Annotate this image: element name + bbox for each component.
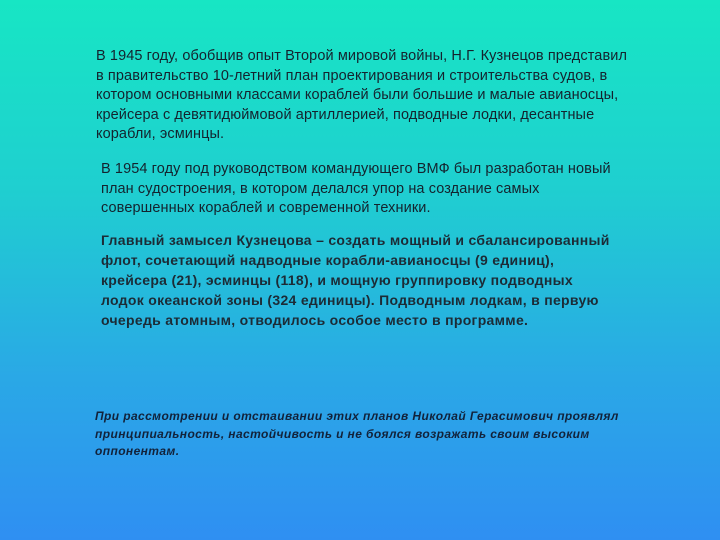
paragraph-1954-plan: В 1954 году под руководством командующего ВМФ был разработан новый план судостроения, в котором делался упор на создание самых совершенных кораблей и современной техники. bbox=[101, 161, 611, 216]
paragraph-main-idea: Главный замысел Кузнецова – создать мощный и сбалансированный флот, сочетающий надводные корабли-авианосцы (9 единиц), крейсера (21), эсминцы (118), и мощную группировку подводных лодок океанской зоны (324 единицы). Подводным лодкам, в первую очередь атомным, отводилось особое место в программе. bbox=[101, 232, 610, 328]
paragraph-principles: При рассмотрении и отстаивании этих планов Николай Герасимович проявлял принципиальность, настойчивость и не боялся возражать своим высоким оппонентам. bbox=[95, 409, 619, 458]
paragraph-1945-plan: В 1945 году, обобщив опыт Второй мировой войны, Н.Г. Кузнецов представил в правительство 10-летний план проектирования и строительства судов, в котором основными классами кораблей были большие и малые авианосцы, крейсера с девятидюймовой артиллерией, подводные лодки, десантные корабли, эсминцы. bbox=[96, 48, 628, 142]
